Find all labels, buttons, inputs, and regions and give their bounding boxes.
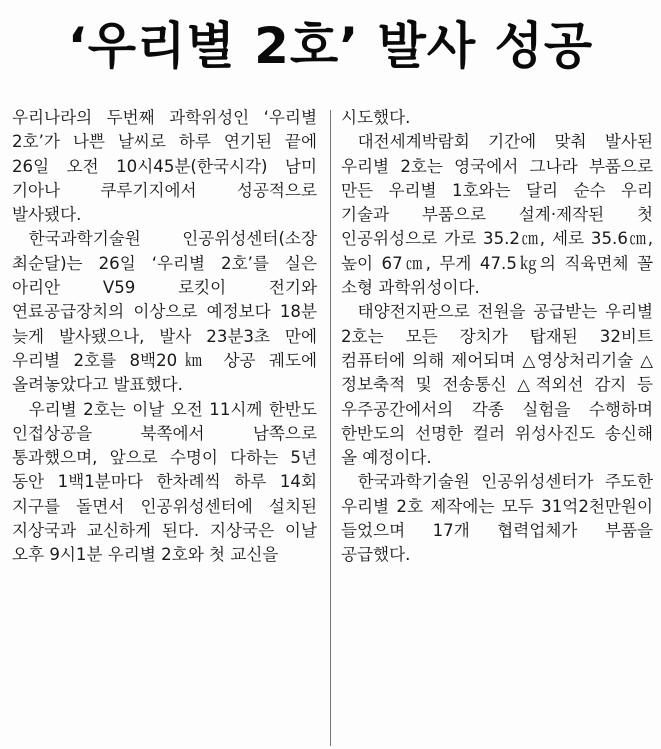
paragraph-1: 우리나라의 두번째 과학위성인 ‘우리별 2호’가 나쁜 날씨로 하루 연기된 끝에 26일 오전 10시45분(한국시각) 남미 기아나 쿠루기지에서 성공적으로 발사됐다.: [12, 108, 317, 225]
paragraph-4: 대전세계박람회 기간에 맞춰 발사된 우리별 2호는 영국에서 그나라 부품으로 만든 우리별 1호와는 달리 순수 우리 기술과 부품으로 설계·제작된 첫 인공위성으로 가로 35.2㎝, 세로 35.6㎝, 높이 67㎝, 무게 47.5㎏의 직육면체 꼴 소형 과학위성이다.: [341, 132, 653, 298]
paragraph-5: 태양전지판으로 전원을 공급받는 우리별 2호는 모든 장치가 탑재된 32비트 컴퓨터에 의해 제어되며 △영상처리기술 △정보축적 및 전송통신 △적외선 감지 등 우주공간에서의 각종 실험을 수행하며 한반도의 선명한 컬러 위성사진도 송신해 올 예정이다.: [341, 302, 653, 468]
paragraph-2: 한국과학기술원 인공위성센터(소장 최순달)는 26일 ‘우리별 2호’를 실은 아리안 V59 로킷이 전기와 연료공급장치의 이상으로 예정보다 18분 늦게 발사됐으나, 발사 23분3초 만에 우리별 2호를 8백20㎞ 상공 궤도에 올려놓았다고 발표했다.: [12, 229, 317, 395]
column-divider: [330, 110, 331, 746]
article-column-right: [341, 106, 653, 568]
paragraph-6: 한국과학기술원 인공위성센터가 주도한 우리별 2호 제작에는 모두 31억2천만원이 들었으며 17개 협력업체가 부품을 공급했다.: [341, 472, 653, 565]
paragraph-3-continued: 시도했다.: [341, 108, 411, 127]
paragraph-3: 우리별 2호는 이날 오전 11시께 한반도 인접상공을 북쪽에서 남쪽으로 통과했으며, 앞으로 수명이 다하는 5년 동안 1백1분마다 한차례씩 하루 14회 지구를 돌면서 인공위성센터에 설치된 지상국과 교신하게 된다. 지상국은 이날 오후 9시1분 우리별 2호와 첫 교신을: [12, 399, 317, 565]
headline: ‘우리별 2호’ 발사 성공: [67, 17, 594, 75]
article-column-left: [12, 106, 317, 568]
